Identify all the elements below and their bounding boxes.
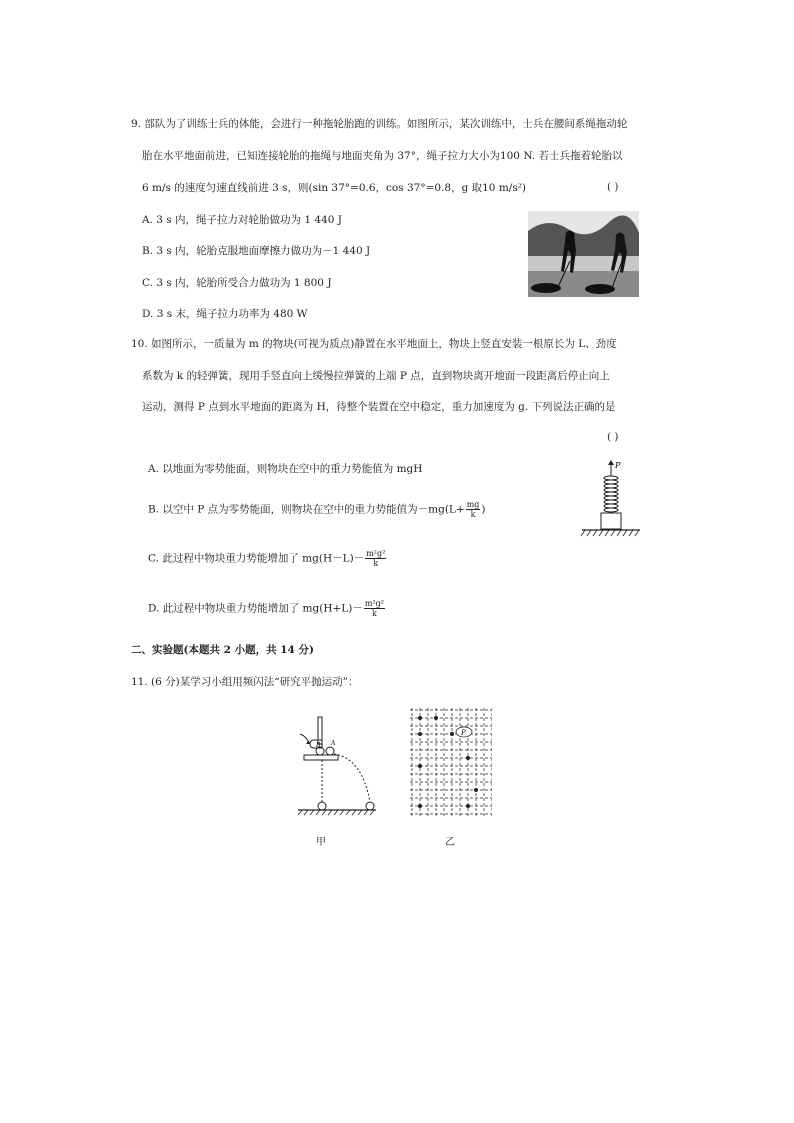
q9-option-a: A. 3 s 内，绳子拉力对轮胎做功为 1 440 J [142, 214, 342, 226]
q10-answer-paren: ( ) [607, 431, 619, 443]
q10-option-b-text: B. 以空中 P 点为零势能面，则物块在空中的重力势能值为－mg [148, 503, 445, 516]
q9-line-2: 胎在水平地面前进，已知连接轮胎的拖绳与地面夹角为 37°，绳子拉力大小为100 N. 若士兵拖着轮胎以 [142, 150, 623, 162]
q10-option-b [148, 500, 486, 519]
q10-option-b-den: k [470, 510, 476, 519]
q10-option-a: A. 以地面为零势能面，则物块在空中的重力势能值为 mgH [148, 463, 423, 475]
q9-answer-paren: ( ) [607, 181, 619, 193]
q9-line-1: 9. 部队为了训练士兵的体能，会进行一种拖轮胎跑的训练。如图所示，某次训练中，士兵在腰间系绳拖动轮 [131, 118, 628, 130]
q10-option-c-num: m²g² [366, 549, 386, 558]
label-p: P [461, 729, 466, 737]
caption-jia: 甲 [316, 837, 326, 848]
q10-option-b-close: ) [481, 503, 486, 516]
label-a: A [331, 740, 336, 747]
q10-option-b-num: mg [466, 500, 480, 509]
q10-option-d [148, 599, 386, 618]
q10-option-d-num: m²g² [364, 599, 384, 608]
q11-line-1: 11. (6 分)某学习小组用频闪法“研究平抛运动”： [131, 676, 359, 688]
q10-option-c [148, 549, 387, 568]
q10-line-3: 运动，测得 P 点到水平地面的距离为 H，待整个装置在空中稳定，重力加速度为 g. 下列说法正确的是 [142, 401, 616, 413]
q10-option-c-fraction [365, 549, 386, 568]
strobe-grid-figure [408, 706, 492, 818]
q10-line-1: 10. 如图所示，一质量为 m 的物块(可视为质点)静置在水平地面上，物块上竖直安装一根原长为 L、劲度 [131, 338, 617, 350]
caption-yi: 乙 [445, 837, 455, 848]
label-b: B [316, 742, 321, 749]
q9-option-b: B. 3 s 内，轮胎克服地面摩擦力做功为－1 440 J [142, 245, 371, 257]
q10-option-b-fraction [466, 500, 481, 519]
spring-p-label: P [615, 461, 621, 470]
q9-option-d: D. 3 s 末，绳子拉力功率为 480 W [142, 308, 308, 320]
q10-option-d-fraction [364, 599, 385, 618]
q10-option-d-den: k [371, 609, 377, 618]
section-2-heading: 二、实验题(本题共 2 小题，共 14 分) [131, 644, 314, 656]
spring-block-figure [580, 458, 642, 540]
soldier-tire-photo [528, 211, 639, 297]
q10-option-c-den: k [373, 559, 379, 568]
q9-option-c: C. 3 s 内，轮胎所受合力做功为 1 800 J [142, 277, 332, 289]
q9-line-3: 6 m/s 的速度匀速直线前进 3 s，则(sin 37°=0.6，cos 37°=0.8，g 取10 m/s²) [142, 182, 527, 194]
q10-line-2: 系数为 k 的轻弹簧，现用手竖直向上缓慢拉弹簧的上端 P 点，直到物块离开地面一段距离后停止向上 [142, 370, 610, 382]
q10-option-b-open: (L+ [444, 503, 465, 516]
q10-option-d-text: D. 此过程中物块重力势能增加了 mg(H+L)－ [148, 602, 363, 615]
launcher-figure [294, 714, 378, 822]
q10-option-c-text: C. 此过程中物块重力势能增加了 mg(H－L)－ [148, 552, 365, 565]
